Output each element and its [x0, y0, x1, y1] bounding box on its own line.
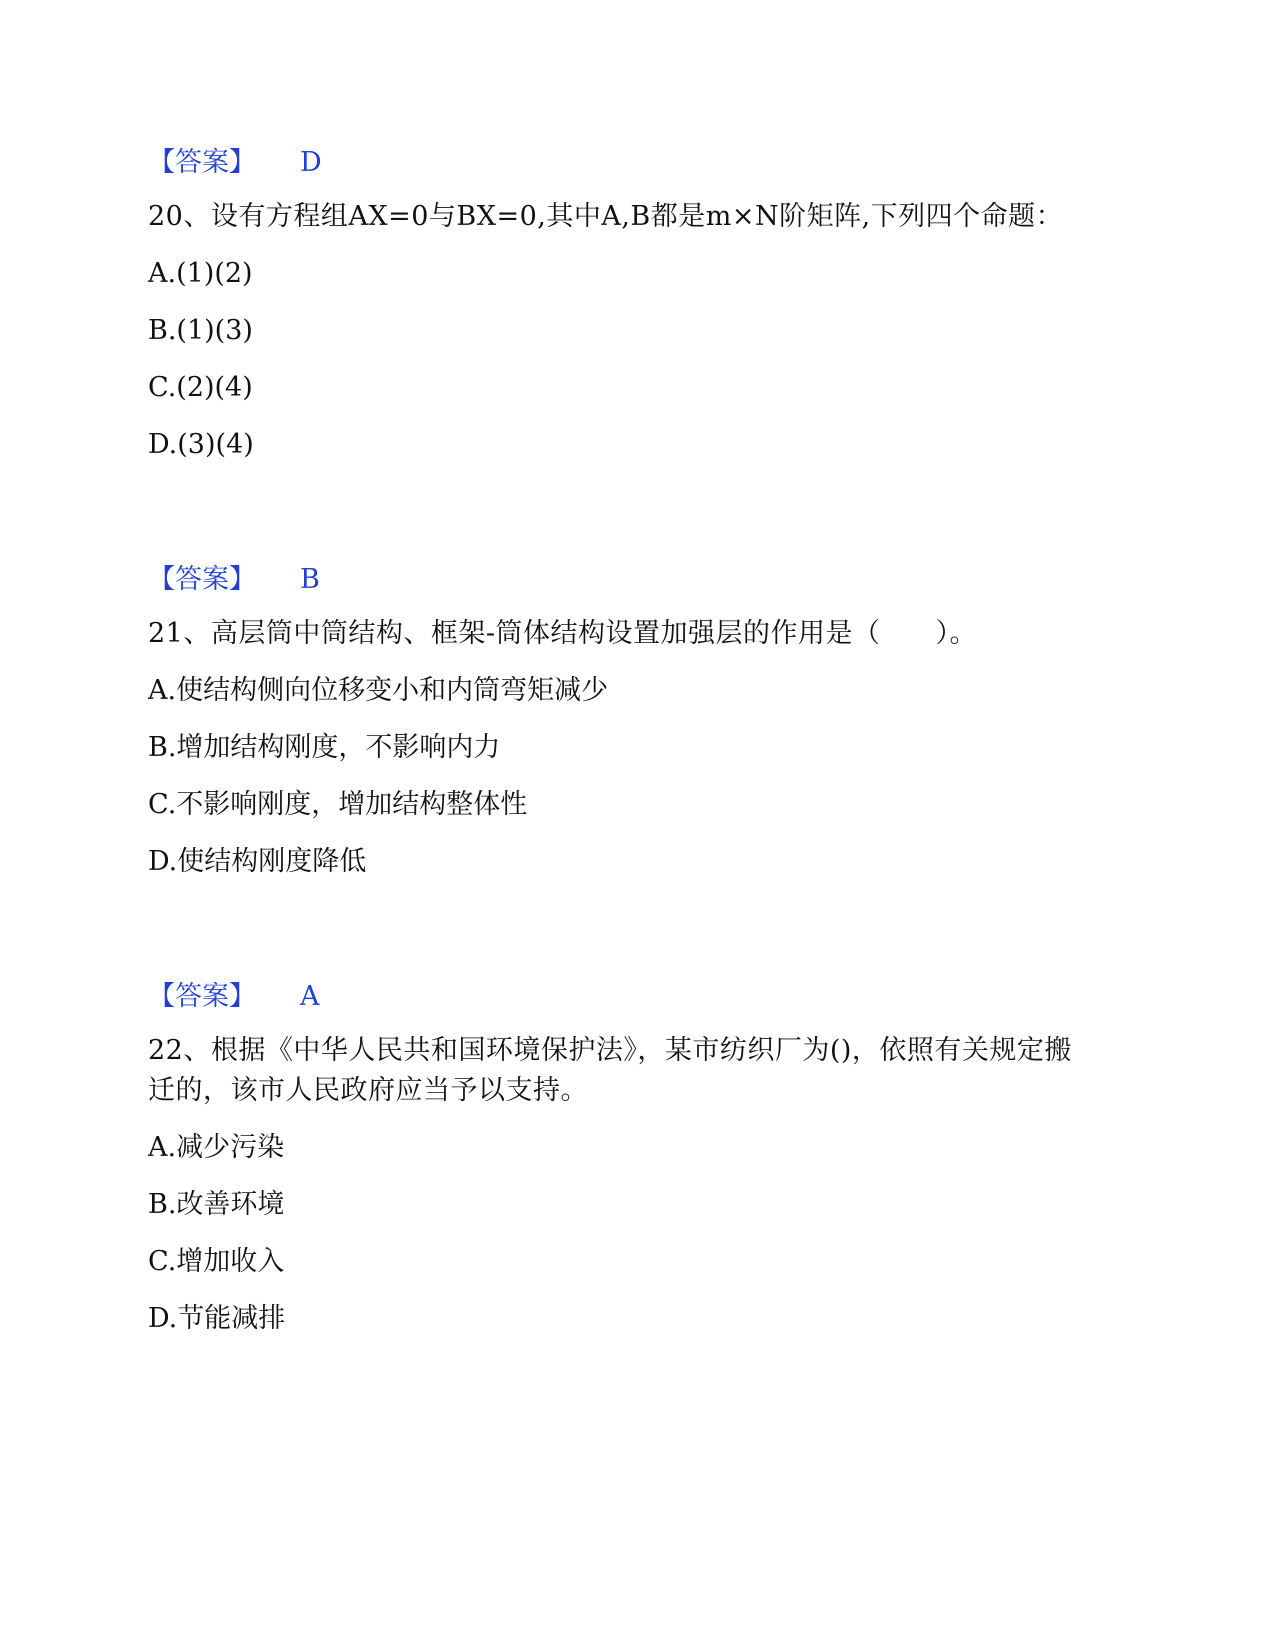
answer-value: D: [300, 147, 322, 178]
question-block-21: [148, 562, 1128, 880]
answer-line: [148, 979, 1088, 1015]
option-b: B.增加结构刚度，不影响内力: [148, 732, 501, 763]
option-c: C.增加收入: [148, 1246, 285, 1277]
answer-value: A: [300, 981, 320, 1012]
answer-value: B: [300, 564, 320, 595]
option-a: A.(1)(2): [148, 258, 253, 289]
option-b: B.改善环境: [148, 1189, 285, 1220]
answer-label: 【答案】: [148, 147, 256, 178]
option-b: B.(1)(3): [148, 315, 253, 346]
answer-label: 【答案】: [148, 981, 256, 1012]
option-a: A.减少污染: [148, 1132, 285, 1163]
question-text: 21、高层筒中筒结构、框架-筒体结构设置加强层的作用是（ ）。: [148, 618, 977, 649]
option-d: D.使结构刚度降低: [148, 846, 367, 877]
question-block-22: [148, 979, 1088, 1337]
answer-line: [148, 562, 1128, 598]
question-text: 20、设有方程组AX=0与BX=0,其中A,B都是m×N阶矩阵,下列四个命题：: [148, 201, 1064, 232]
answer-line: [148, 145, 1128, 181]
answer-label: 【答案】: [148, 564, 256, 595]
option-d: D.(3)(4): [148, 429, 254, 460]
option-c: C.不影响刚度，增加结构整体性: [148, 789, 528, 820]
option-a: A.使结构侧向位移变小和内筒弯矩减少: [148, 675, 609, 706]
option-c: C.(2)(4): [148, 372, 253, 403]
question-block-20: [148, 145, 1128, 463]
option-d: D.节能减排: [148, 1303, 286, 1334]
question-text: 22、根据《中华人民共和国环境保护法》，某市纺织厂为()，依照有关规定搬迁的，该市人民政府应当予以支持。: [148, 1035, 1072, 1106]
